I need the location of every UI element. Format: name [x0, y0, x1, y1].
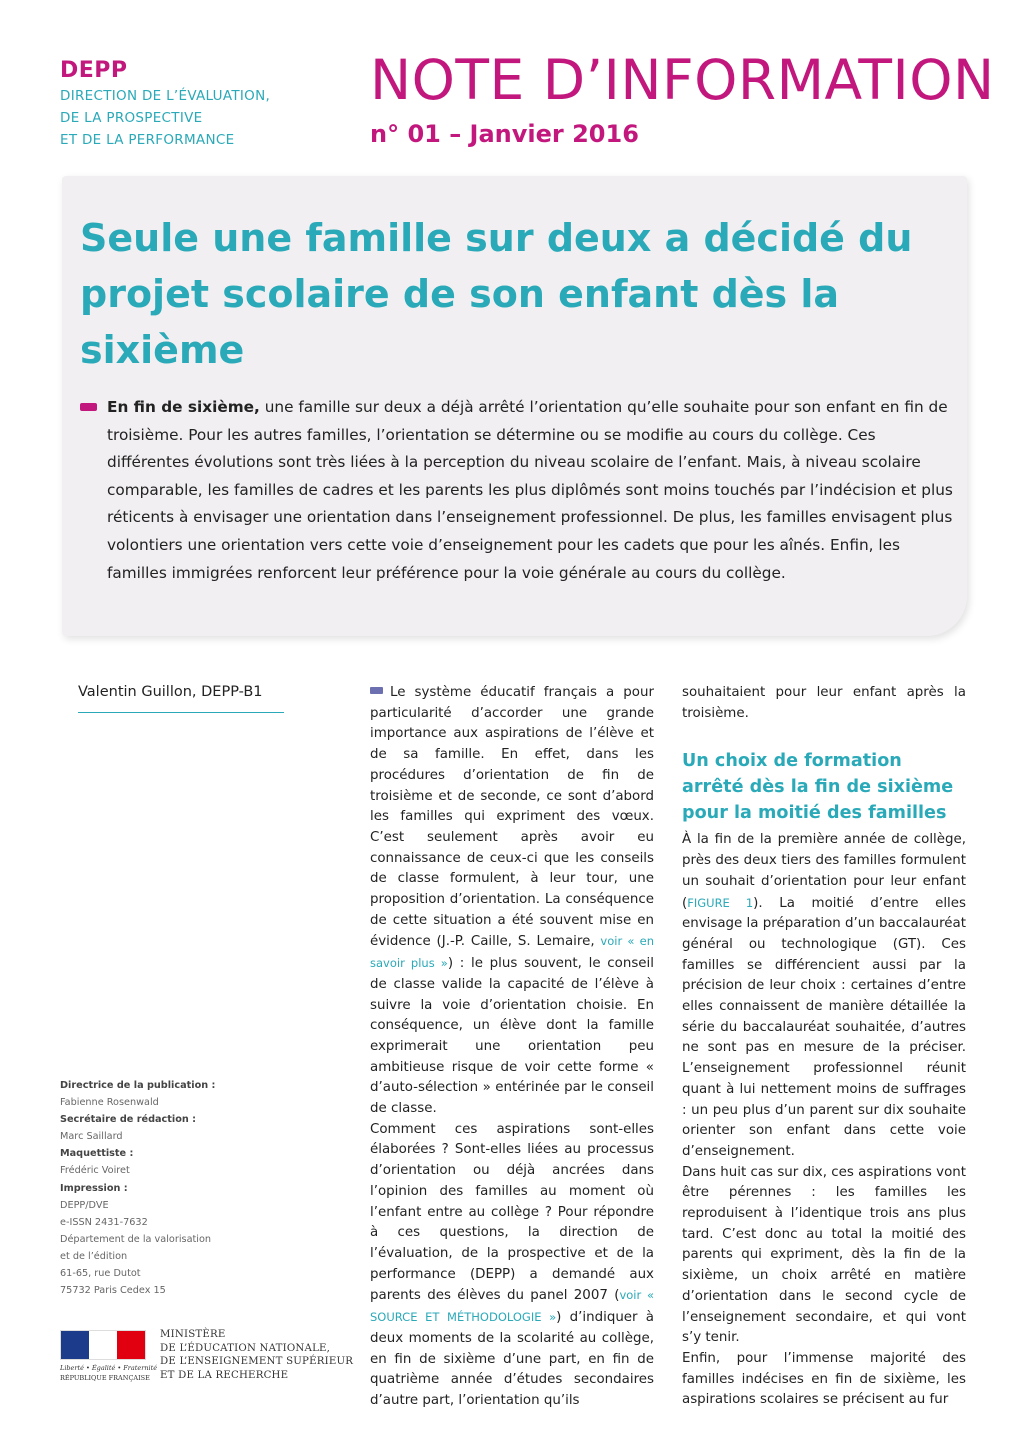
credit-label: Impression :: [60, 1182, 128, 1194]
summary-box: [62, 176, 967, 636]
summary-lead: En fin de sixième,: [107, 398, 260, 416]
org-name-line: DE LA PROSPECTIVE: [60, 110, 203, 126]
body-column-2: [682, 683, 966, 1411]
body-text: ) : le plus souvent, le conseil de classe valide la capacité de l’élève à suivre la voie d’orientation choisie. En conséquence, un élève dont la famille exprimerait une orientation peu ambitieuse risque de voir cette forme « d’auto-sélection » entérinée par le conseil de classe.: [370, 956, 654, 1117]
author-name: Valentin Guillon, DEPP-B1: [78, 684, 263, 700]
author-divider: [78, 712, 284, 713]
republic-name: RÉPUBLIQUE FRANÇAISE: [60, 1374, 150, 1382]
credit-line: Département de la valorisation: [60, 1233, 212, 1245]
body-text: Comment ces aspirations sont-elles élaborées ? Sont-elles liées au processus d’orientation ou déjà ancrées dans l’opinion des familles au moment où l’enfant entre au collège ? Pour répondre à ces questions, la direction de l’évaluation, de la prospective et de la performance (DEPP) a demandé aux parents des élèves du panel 2007 (: [370, 1121, 654, 1304]
org-name: [60, 85, 270, 151]
ministry-name: [160, 1328, 353, 1382]
credit-value: Marc Saillard: [60, 1131, 123, 1143]
republic-motto: Liberté • Égalité • Fraternité: [60, 1364, 158, 1372]
body-text: Le système éducatif français a pour particularité d’accorder une grande importance aux aspirations de l’élève et de sa famille. En effet, dans les procédures d’orientation de fin de troisième et de seconde, ce sont d’abord les familles qui expriment des vœux. C’est seulement après avoir eu connaissance de ceux-ci que les conseils de classe formulent, à leur tour, une proposition d’orientation. La conséquence de cette situation a été souvent mise en évidence (J.-P. Caille, S. Lemaire,: [370, 685, 654, 950]
credit-label: Directrice de la publication :: [60, 1080, 216, 1091]
masthead-org: [60, 58, 270, 151]
masthead-publication: [370, 48, 995, 148]
ministry-name-line: ET DE LA RECHERCHE: [160, 1369, 289, 1381]
body-paragraph: souhaitaient pour leur enfant après la troisième.: [682, 685, 966, 721]
credit-value: Frédéric Voiret: [60, 1165, 130, 1177]
credit-line: et de l’édition: [60, 1250, 128, 1262]
figure-1-link[interactable]: FIGURE 1: [687, 895, 754, 910]
credit-label: Maquettiste :: [60, 1148, 134, 1160]
body-paragraph: Enfin, pour l’immense majorité des familles indécises en fin de sixième, les aspirations scolaires se précisent au fur: [682, 1350, 966, 1408]
summary-text: [107, 394, 957, 587]
issue-number: n° 01 – Janvier 2016: [370, 120, 639, 148]
body-paragraph: [682, 830, 966, 1162]
ministry-name-line: MINISTÈRE: [160, 1329, 226, 1340]
summary-bullet-icon: [80, 403, 97, 411]
body-text: ) d’indiquer à deux moments de la scolarité au collège, en fin de sixième d’une part, en fin de quatrième année d’études secondaires d’autre part, l’orientation qu’ils: [370, 1310, 654, 1408]
org-acronym: DEPP: [60, 58, 128, 83]
ministry-name-line: DE L’ÉDUCATION NATIONALE,: [160, 1342, 331, 1354]
ministry-name-line: DE L’ENSEIGNEMENT SUPÉRIEUR: [160, 1356, 354, 1368]
body-text: ). La moitié d’entre elles envisage la préparation d’un baccalauréat général ou technologique (GT). Ces familles se différencient aussi par la précision de leur choix : certaines d’entre elles connaissent de manière détaillée la série du baccalauréat souhaitée, d’autres ne sont pas en mesure de la préciser. L’enseignement professionnel réunit quant à lui nettement moins de suffrages : un peu plus d’un parent sur dix souhaite orienter son enfant dans cette voie d’enseignement.: [682, 895, 966, 1159]
paragraph-bullet-icon: [370, 687, 383, 694]
org-name-line: ET DE LA PERFORMANCE: [60, 132, 235, 148]
credit-line: e-ISSN 2431-7632: [60, 1216, 148, 1228]
summary-body: une famille sur deux a déjà arrêté l’orientation qu’elle souhaite pour son enfant en fin de troisième. Pour les autres familles, l’orientation se détermine ou se modifie au cours du collège. Ces différentes évolutions sont très liées à la perception du niveau scolaire de l’enfant. Mais, à niveau scolaire comparable, les familles de cadres et les parents les plus diplômés sont moins touchés par l’indécision et plus réticents à envisager une orientation dans l’enseignement professionnel. De plus, les familles envisagent plus volontiers une orientation vers cette voie d’enseignement pour les cadets que pour les aînés. Enfin, les familles immigrées renforcent leur préférence pour la voie générale au cours du collège.: [107, 398, 953, 582]
see-more-link[interactable]: voir « en savoir plus »: [370, 934, 654, 971]
body-paragraph: [370, 683, 654, 1120]
credit-line: 75732 Paris Cedex 15: [60, 1285, 166, 1297]
credit-value: Fabienne Rosenwald: [60, 1097, 159, 1109]
source-methodology-link[interactable]: voir « SOURCE ET MÉTHODOLOGIE »: [370, 1288, 654, 1325]
body-text: À la fin de la première année de collège, près des deux tiers des familles formulent un souhait d’orientation pour leur enfant (: [682, 832, 966, 911]
ministry-logo: [60, 1328, 360, 1388]
credit-value: DEPP/DVE: [60, 1199, 109, 1211]
publication-credits: [60, 1077, 290, 1299]
org-name-line: DIRECTION DE L’ÉVALUATION,: [60, 88, 271, 104]
body-paragraph: Dans huit cas sur dix, ces aspirations vont être pérennes : les familles les reproduisent à l’identique trois ans plus tard. C’est donc au total la moitié des parents qui expriment, dès la fin de la sixième, un choix arrêté en matière d’orientation dans le second cycle de l’enseignement secondaire, et qui vont s’y tenir.: [682, 1164, 966, 1346]
body-column-1: [370, 683, 654, 1412]
page-title: Seule une famille sur deux a décidé du projet scolaire de son enfant dès la sixième: [80, 216, 913, 372]
publication-title: NOTE D’INFORMATION: [370, 48, 995, 112]
credit-label: Secrétaire de rédaction :: [60, 1114, 197, 1126]
credit-line: 61-65, rue Dutot: [60, 1268, 141, 1280]
body-paragraph: [370, 1120, 654, 1412]
section-heading: Un choix de formation arrêté dès la fin de sixième pour la moitié des familles: [682, 751, 954, 824]
french-flag-icon: [60, 1330, 146, 1360]
